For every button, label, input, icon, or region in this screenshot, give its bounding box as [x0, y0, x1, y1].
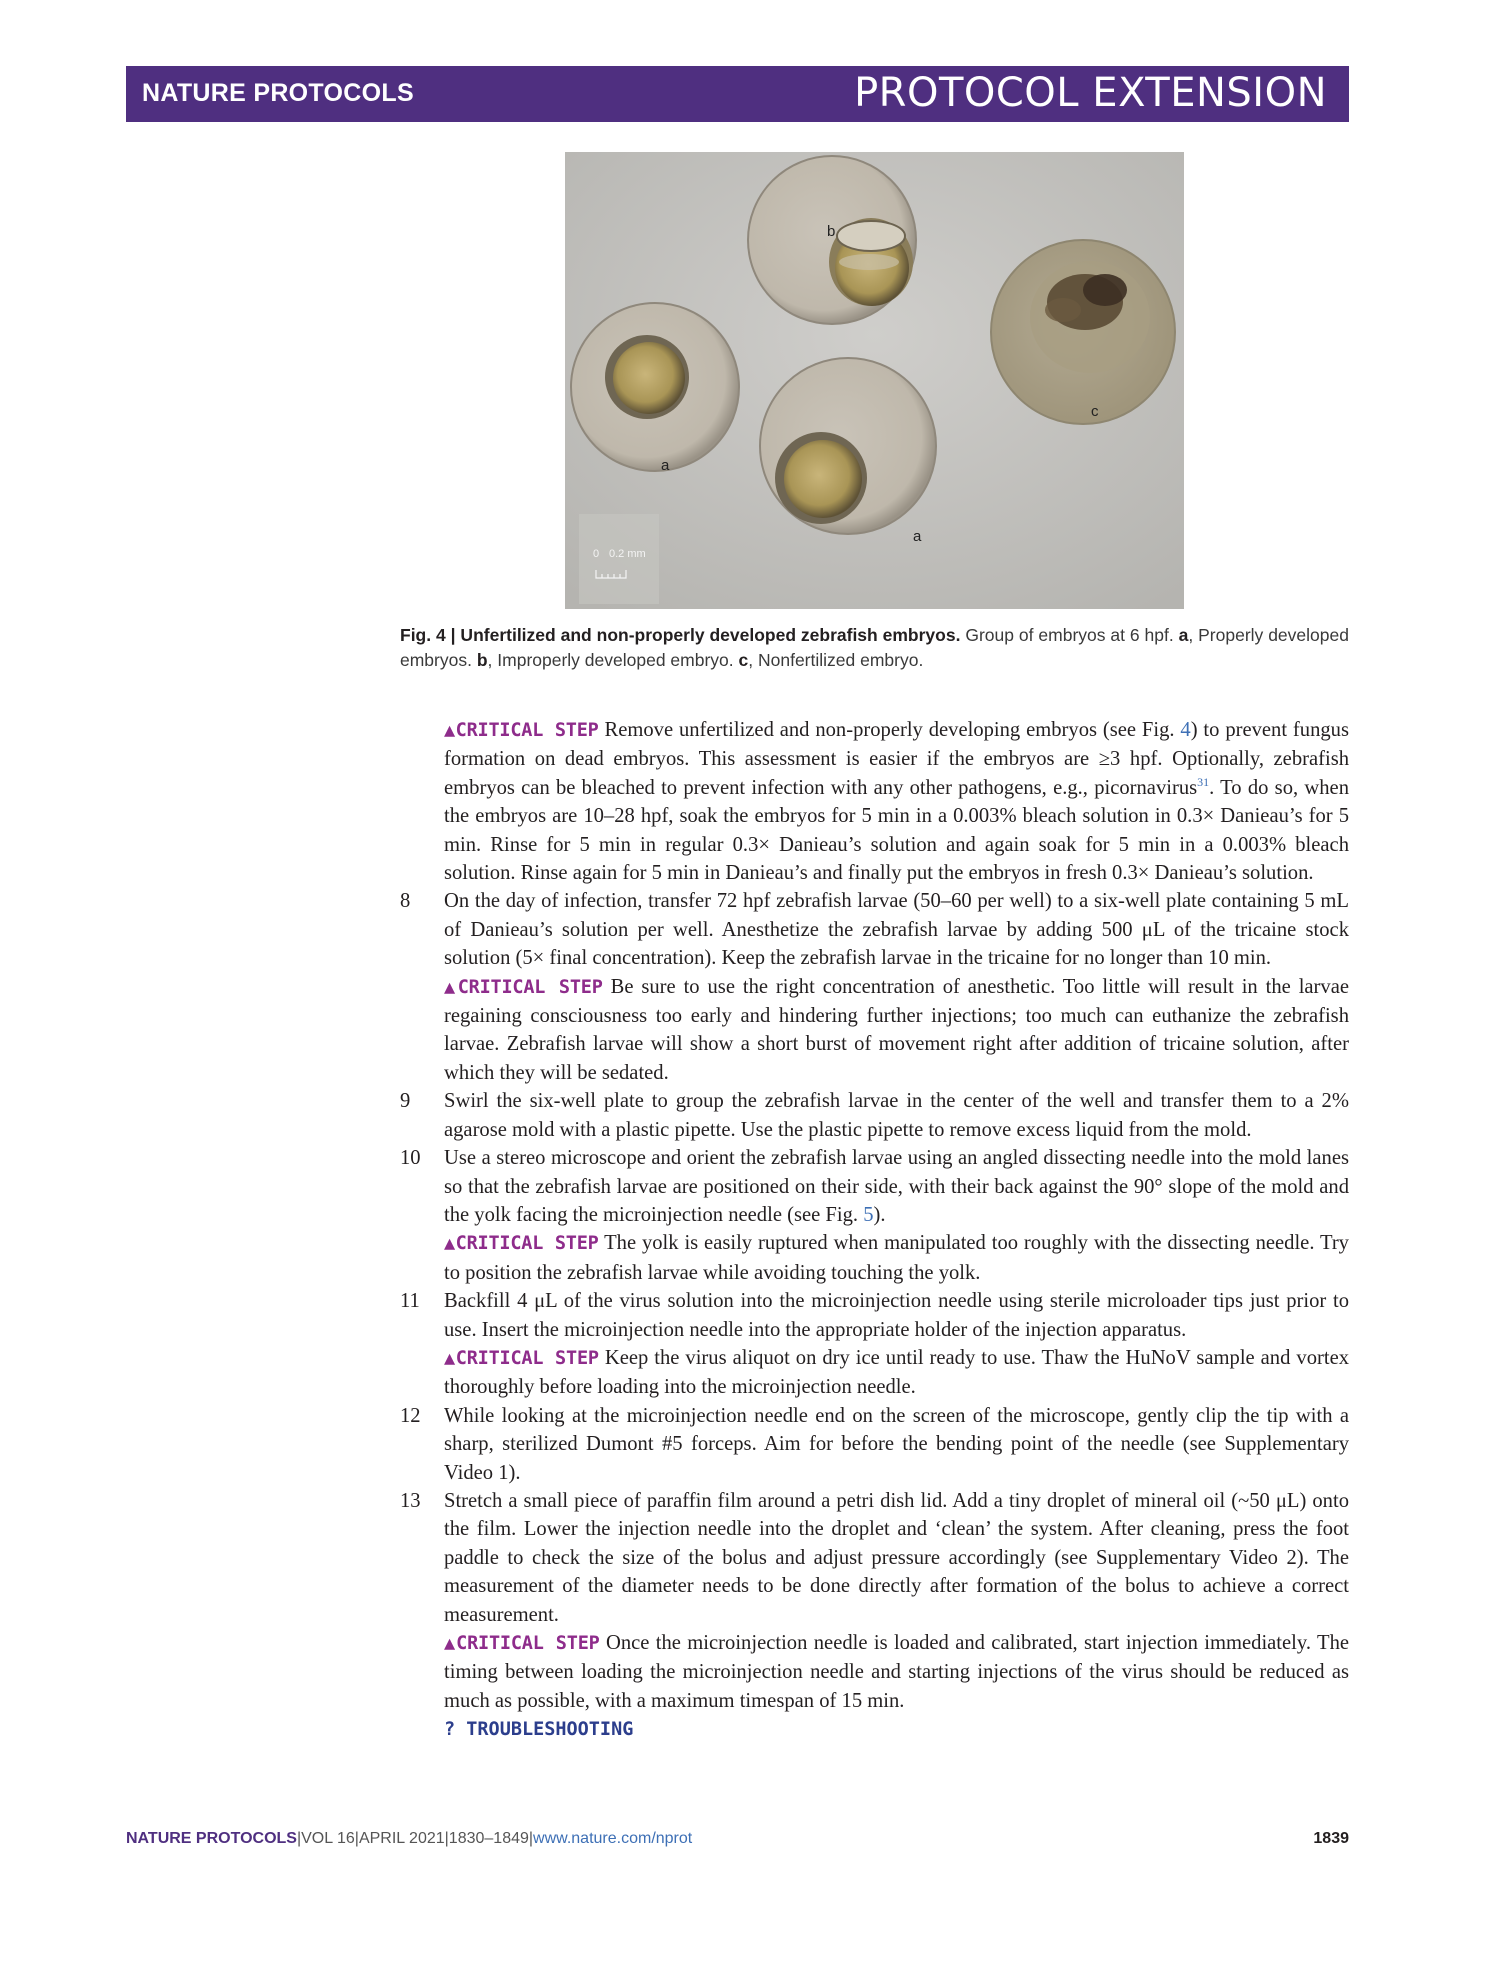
embryo-a-center [760, 358, 936, 534]
critical-step-label: ▲CRITICAL STEP [444, 1347, 599, 1369]
embryo-a-left [571, 303, 739, 471]
step-8-critical [400, 973, 1349, 1088]
critical-step-p0 [400, 716, 1349, 887]
step-10-critical [400, 1229, 1349, 1287]
step-12 [400, 1402, 1349, 1487]
step-9 [400, 1087, 1349, 1144]
step-8-text: On the day of infection, transfer 72 hpf zebrafish larvae (50–60 per well) to a six-well plate containing 5 mL of Danieau’s solution per well. Anesthetize the zebrafish larvae by adding 500 μL of the tricaine stock solution (5× final concentration). Keep the zebrafish larvae in the tricaine for no longer than 10 min. [444, 890, 1349, 970]
critical-step-label: ▲CRITICAL STEP [444, 1233, 599, 1255]
step-12-text: While looking at the microinjection needle end on the screen of the microscope, gently clip the tip with a sharp, sterilized Dumont #5 forceps. Aim for before the bending point of the needle (see Supplementary Video 1). [444, 1404, 1349, 1484]
step-number: 12 [400, 1404, 421, 1427]
caption-text-b: , Improperly developed embryo. [487, 650, 734, 670]
scale-bar-length: 0.2 mm [609, 548, 646, 560]
step-8-critical-text: Be sure to use the right concentration of anesthetic. Too little will result in the larvae regaining consciousness too early and hindering further injections; too much can euthanize the zebrafish larvae. Zebrafish larvae will show a short burst of movement right after addition of tricaine solution, after which they will be sedated. [444, 975, 1349, 1084]
embryo-image [565, 152, 1184, 609]
page-number: 1839 [1313, 1830, 1349, 1847]
step-10-text-2: ). [873, 1203, 886, 1226]
footer-sep: | [528, 1830, 534, 1847]
troubleshooting-link[interactable]: ? TROUBLESHOOTING [444, 1719, 634, 1741]
caption-intro: Group of embryos at 6 hpf. [965, 625, 1174, 645]
step-number: 10 [400, 1147, 421, 1170]
step-number: 9 [400, 1090, 411, 1113]
header-bar [126, 66, 1349, 122]
figure-caption [400, 623, 1349, 673]
step-13 [400, 1487, 1349, 1629]
step-13-critical [400, 1629, 1349, 1715]
caption-text-c: , Nonfertilized embryo. [748, 650, 924, 670]
section-label: PROTOCOL EXTENSION [854, 70, 1327, 116]
caption-key-b: b [476, 650, 488, 670]
embryo-b [748, 156, 916, 324]
figure-4-micrograph [565, 152, 1184, 609]
fig-5-link[interactable]: 5 [863, 1203, 874, 1226]
citation-31-link[interactable]: 31 [1197, 774, 1210, 789]
footer-sep: | [296, 1830, 302, 1847]
footer-url[interactable]: www.nature.com/nprot [533, 1830, 693, 1847]
protocol-steps [400, 716, 1349, 1745]
step-10 [400, 1144, 1349, 1229]
p0-text-3: . To do so, when the embryos are 10–28 hpf, soak the embryos for 5 min in a 0.003% bleach solution in 0.3× Danieau’s for 5 min. Rinse for 5 min in regular 0.3× Danieau’s solution and again soak for 5 min in a 0.003% bleach solution. Rinse again for 5 min in Danieau’s and finally put the embryos in fresh 0.3× Danieau’s solution. [444, 776, 1349, 885]
critical-step-label: ▲CRITICAL STEP [444, 720, 599, 741]
step-number: 8 [400, 890, 411, 913]
step-8 [400, 887, 1349, 972]
footer-sep: | [354, 1830, 359, 1847]
embryo-c [991, 240, 1175, 424]
step-11-critical-text: Keep the virus aliquot on dry ice until ready to use. Thaw the HuNoV sample and vortex thoroughly before loading into the microinjection needle. [444, 1346, 1350, 1399]
caption-key-a: a [1178, 625, 1189, 645]
footer-journal: NATURE PROTOCOLS [126, 1830, 297, 1847]
scale-bar-zero: 0 [593, 548, 600, 560]
step-11-text: Backfill 4 μL of the virus solution into the microinjection needle using sterile microloader tips just prior to use. Insert the microinjection needle into the appropriate holder of the injection apparatus. [444, 1290, 1349, 1341]
fig-4-link[interactable]: 4 [1180, 719, 1191, 741]
step-10-text-1: Use a stereo microscope and orient the zebrafish larvae using an angled dissecting needle into the mold lanes so that the zebrafish larvae are positioned on their side, with their back against the 90° slope of the mold and the yolk facing the microinjection needle (see Fig. [444, 1147, 1349, 1226]
step-11 [400, 1287, 1349, 1344]
label-a-left: a [661, 457, 670, 474]
critical-step-label: ▲CRITICAL STEP [444, 1633, 600, 1654]
footer-pages: 1830–1849 [448, 1830, 529, 1847]
caption-key-c: c [738, 650, 749, 670]
caption-text-a: , Properly developed embryos. [400, 625, 1349, 670]
footer-sep: | [444, 1830, 449, 1847]
step-number: 13 [400, 1489, 421, 1512]
troubleshooting [400, 1715, 1349, 1744]
step-10-critical-text: The yolk is easily ruptured when manipulated too roughly with the dissecting needle. Try to position the zebrafish larvae while avoiding touching the yolk. [444, 1232, 1349, 1284]
critical-step-label: ▲CRITICAL STEP [444, 976, 603, 998]
footer-volume: VOL 16 [301, 1830, 355, 1847]
footer-date: APRIL 2021 [358, 1830, 445, 1847]
step-9-text: Swirl the six-well plate to group the zebrafish larvae in the center of the well and transfer them to a 2% agarose mold with a plastic pipette. Use the plastic pipette to remove excess liquid from the mold. [444, 1090, 1349, 1141]
p0-text-2: ) to prevent fungus formation on dead embryos. This assessment is easier if the embryos are ≥3 hpf. Optionally, zebrafish embryos can be bleached to prevent infection with any other pathogens, e.g., picornavirus [444, 719, 1349, 799]
journal-name: NATURE PROTOCOLS [142, 79, 414, 107]
p0-text-1: Remove unfertilized and non-properly developing embryos (see Fig. [604, 719, 1175, 741]
label-a-center: a [913, 528, 922, 545]
step-13-critical-text: Once the microinjection needle is loaded and calibrated, start injection immediately. The timing between loading the microinjection needle and starting injections of the virus should be reduced as much as possible, with a maximum timespan of 15 min. [444, 1632, 1350, 1712]
label-c: c [1091, 403, 1099, 420]
step-13-text: Stretch a small piece of paraffin film around a petri dish lid. Add a tiny droplet of mineral oil (~50 μL) onto the film. Lower the injection needle into the droplet and ‘clean’ the system. After cleaning, press the foot paddle to check the size of the bolus and adjust pressure accordingly (see Supplementary Video 2). The measurement of the diameter needs to be done directly after formation of the bolus to achieve a correct measurement. [444, 1489, 1349, 1626]
step-number: 11 [400, 1290, 420, 1313]
caption-title: Fig. 4 | Unfertilized and non-properly developed zebrafish embryos. [400, 625, 961, 645]
label-b: b [827, 223, 836, 240]
step-11-critical [400, 1344, 1349, 1402]
page-footer [126, 1830, 1349, 1860]
